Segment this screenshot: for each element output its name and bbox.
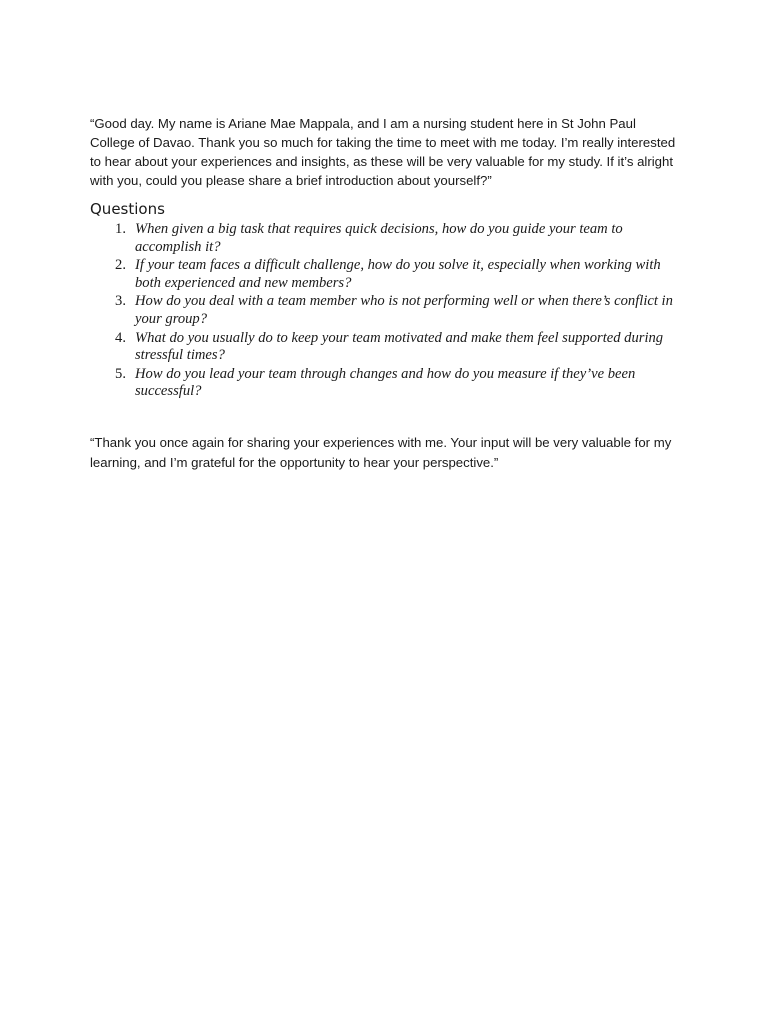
question-item-5 <box>90 366 682 401</box>
question-number: 4. <box>115 329 126 346</box>
questions-heading: Questions <box>90 200 165 218</box>
question-item-2 <box>90 257 682 292</box>
question-text: How do you deal with a team member who is not performing well or when there’s conflict in your group? <box>135 293 673 327</box>
question-item-4 <box>90 330 682 365</box>
question-number: 5. <box>115 365 126 382</box>
question-number: 1. <box>115 221 126 237</box>
question-number: 3. <box>115 293 126 310</box>
question-item-1 <box>90 221 682 256</box>
intro-paragraph: “Good day. My name is Ariane Mae Mappala, and I am a nursing student here in St John Paul College of Davao. Thank you so much for taking the time to meet with me today. I’m really interested to hear about your experiences and insights, as these will be very valuable for my study. If it’s alright with you, could you please share a brief introduction about yourself?” <box>90 116 676 188</box>
question-text: When given a big task that requires quick decisions, how do you guide your team to accomplish it? <box>135 221 623 255</box>
document-body <box>90 114 682 473</box>
question-text: How do you lead your team through changes and how do you measure if they’ve been successful? <box>135 365 636 400</box>
question-text: What do you usually do to keep your team motivated and make them feel supported during stressful times? <box>135 329 664 364</box>
question-text: If your team faces a difficult challenge, how do you solve it, especially when working with both experienced and new members? <box>135 257 661 291</box>
question-item-3 <box>90 293 682 328</box>
questions-list <box>90 221 682 401</box>
question-number: 2. <box>115 257 126 274</box>
closing-paragraph: “Thank you once again for sharing your experiences with me. Your input will be very valuable for my learning, and I’m grateful for the opportunity to hear your perspective.” <box>90 434 672 470</box>
